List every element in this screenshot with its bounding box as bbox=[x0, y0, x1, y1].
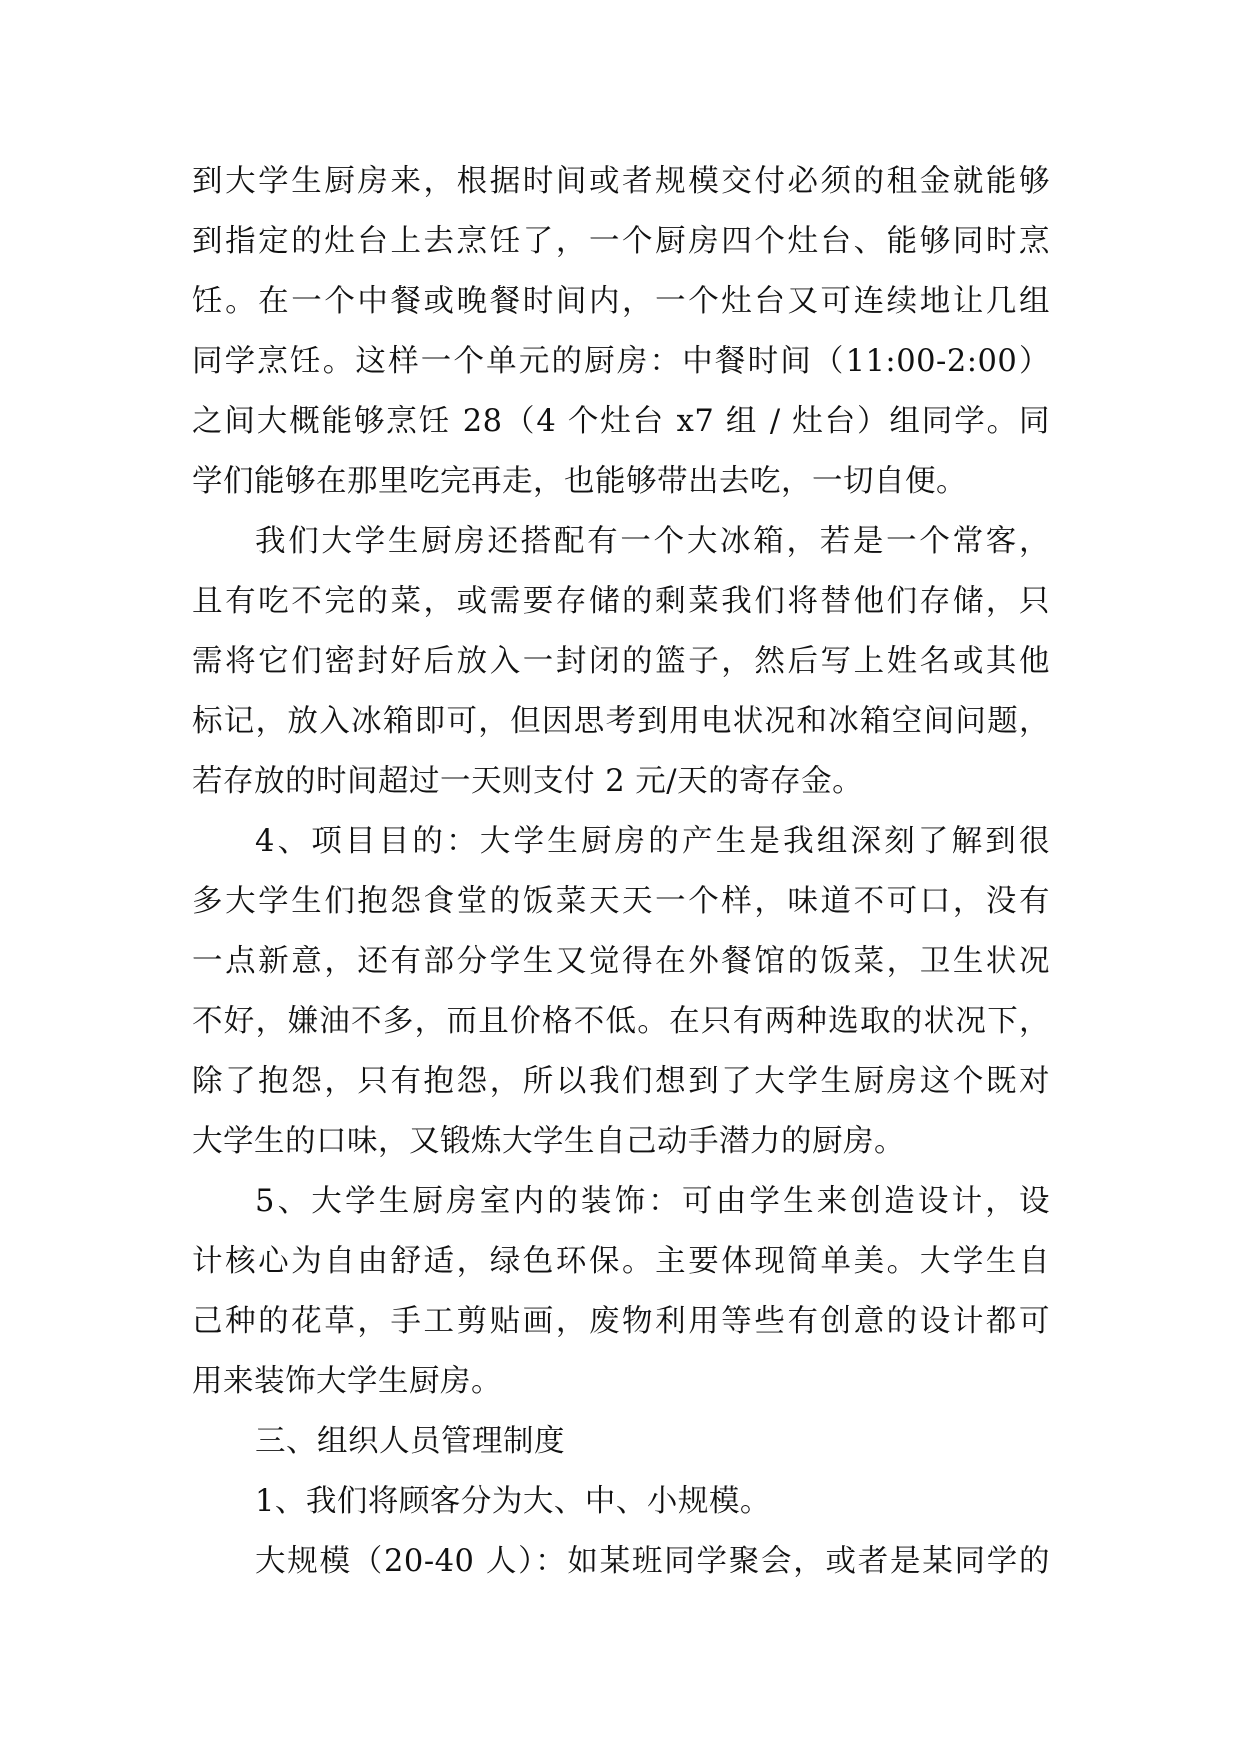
text-line: 我们大学生厨房还搭配有一个大冰箱，若是一个常客， bbox=[255, 524, 1050, 559]
text-line: 饪。在一个中餐或晚餐时间内，一个灶台又可连续地让几组 bbox=[192, 284, 1050, 319]
text-line: 己种的花草，手工剪贴画，废物利用等些有创意的设计都可 bbox=[192, 1304, 1050, 1339]
text-line: 三、组织人员管理制度 bbox=[255, 1424, 565, 1459]
text-line: 标记，放入冰箱即可，但因思考到用电状况和冰箱空间问题， bbox=[192, 704, 1050, 739]
text-line: 4、项目目的：大学生厨房的产生是我组深刻了解到很 bbox=[255, 824, 1050, 859]
text-line: 计核心为自由舒适，绿色环保。主要体现简单美。大学生自 bbox=[192, 1244, 1050, 1279]
text-line: 除了抱怨，只有抱怨，所以我们想到了大学生厨房这个既对 bbox=[192, 1064, 1050, 1099]
text-line: 大学生的口味，又锻炼大学生自己动手潜力的厨房。 bbox=[192, 1124, 905, 1159]
text-line: 之间大概能够烹饪 28（4 个灶台 x7 组 / 灶台）组同学。同 bbox=[192, 404, 1050, 439]
text-line: 同学烹饪。这样一个单元的厨房：中餐时间（11:00-2:00） bbox=[192, 344, 1050, 379]
text-line: 大规模（20-40 人）：如某班同学聚会，或者是某同学的 bbox=[255, 1544, 1050, 1579]
text-line: 多大学生们抱怨食堂的饭菜天天一个样，味道不可口，没有 bbox=[192, 884, 1050, 919]
text-line: 学们能够在那里吃完再走，也能够带出去吃，一切自便。 bbox=[192, 464, 967, 499]
text-line: 到指定的灶台上去烹饪了，一个厨房四个灶台、能够同时烹 bbox=[192, 224, 1050, 259]
text-line: 且有吃不完的菜，或需要存储的剩菜我们将替他们存储，只 bbox=[192, 584, 1050, 619]
text-line: 1、我们将顾客分为大、中、小规模。 bbox=[255, 1484, 771, 1519]
text-line: 到大学生厨房来，根据时间或者规模交付必须的租金就能够 bbox=[192, 164, 1050, 199]
text-line: 5、大学生厨房室内的装饰：可由学生来创造设计，设 bbox=[255, 1184, 1050, 1219]
text-line: 用来装饰大学生厨房。 bbox=[192, 1364, 502, 1399]
text-line: 不好，嫌油不多，而且价格不低。在只有两种选取的状况下， bbox=[192, 1004, 1050, 1039]
text-line: 需将它们密封好后放入一封闭的篮子，然后写上姓名或其他 bbox=[192, 644, 1050, 679]
document-page bbox=[192, 152, 1050, 1592]
text-line: 若存放的时间超过一天则支付 2 元/天的寄存金。 bbox=[192, 764, 864, 799]
text-line: 一点新意，还有部分学生又觉得在外餐馆的饭菜，卫生状况 bbox=[192, 944, 1050, 979]
